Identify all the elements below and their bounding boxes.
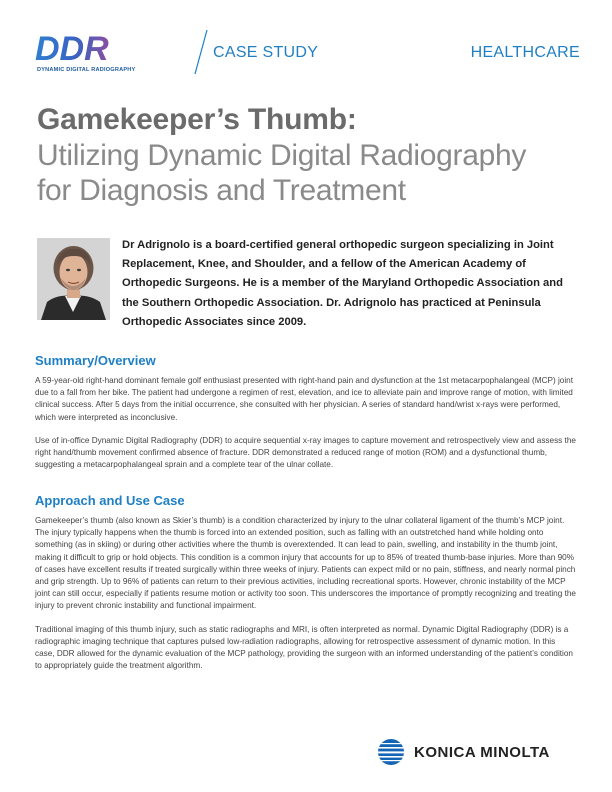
title-subline-1: Utilizing Dynamic Digital Radiography (37, 139, 527, 172)
case-study-label: CASE STUDY (213, 44, 319, 61)
header-divider (191, 28, 211, 76)
page-title (37, 102, 582, 208)
page-header (35, 28, 580, 78)
ddr-logo (35, 32, 150, 74)
summary-paragraph-2: Use of in-office Dynamic Digital Radiography (DDR) to acquire sequential x-ray images to capture movement and retrospectively view and assess the right hand/thumb movement confirmed absence of fracture. DDR demonstrated a reduced range of motion (ROM) and a dysfunctional thumb, suggesting a metacarpophalangeal sprain and a complete tear of the ulnar collate. (35, 435, 576, 470)
doctor-bio: Dr Adrignolo is a board-certified general orthopedic surgeon specializing in Joint Replacement, Knee, and Shoulder, and a fellow of the American Academy of Orthopedic Surgeons. He is a member of the Maryland Orthopedic Association and the Southern Orthopedic Association. Dr. Adrignolo has practiced at Peninsula Orthopedic Associates since 2009. (122, 239, 563, 328)
company-name: KONICA MINOLTA (414, 744, 550, 761)
approach-section (35, 493, 577, 683)
summary-section (35, 353, 577, 482)
konica-globe-icon (376, 738, 406, 766)
industry-label: HEALTHCARE (470, 44, 580, 61)
ddr-logo-icon (35, 32, 150, 66)
summary-paragraph-1: A 59-year-old right-hand dominant female golf enthusiast presented with right-hand pain and dysfunction at the 1st metacarpophalangeal (MCP) joint due to a fall from her bike. The patient had undergone a regimen of rest, elevation, and ice to alleviate pain and improve range of motion, with limited clinical success. After 5 days from the initial occurrence, she consulted with her physician. A series of standard hand/wrist x-rays were performed, which were interpreted as inconclusive. (35, 376, 573, 422)
title-subline-2: for Diagnosis and Treatment (37, 174, 406, 207)
approach-paragraph-1: Gamekeeper’s thumb (also known as Skier’s thumb) is a condition characterized by injury to the ulnar collateral ligament of the thumb’s MCP joint. The injury typically happens when the thumb is forced into an extended position, such as falling with an outstretched hand while holding onto something (as in skiing) or during other activities where the thumb is overextended. It can lead to pain, swelling, and instability in the thumb joint, making it difficult to grip or hold objects. This condition is a common injury that accounts for up to 85% of treated thumb-base injuries. More than 90% of cases have excellent results if treated surgically within three weeks of injury. Patients can expect mild or no pain, stiffness, and nearly normal pinch and grip strength. Up to 96% of patients can return to their previous activities, including recreational sports. However, chronic instability of the MCP joint can still occur, especially if patients resume motion or activity too soon. This underscores the importance of promptly recognizing and treating the injury to prevent chronic instability and functional impairment. (35, 516, 576, 611)
summary-heading: Summary/Overview (35, 353, 156, 368)
logo-text: DDR (35, 32, 109, 66)
approach-paragraph-2: Traditional imaging of this thumb injury, such as static radiographs and MRI, is often interpreted as normal. Dynamic Digital Radiography (DDR) is a radiographic imaging technique that captures pulsed low-radiation radiographs, allowing for retrospective assessment of dynamic motion. In this case, DDR allowed for the dynamic evaluation of the MCP pathology, providing the surgeon with an informed understanding of the patient’s condition to appropriately guide the treatment algorithm. (35, 624, 573, 671)
doctor-photo (37, 238, 110, 320)
title-main: Gamekeeper’s Thumb: (37, 103, 357, 136)
approach-heading: Approach and Use Case (35, 493, 185, 508)
logo-subtitle: DYNAMIC DIGITAL RADIOGRAPHY (37, 67, 136, 73)
doctor-portrait-icon (37, 238, 110, 320)
konica-minolta-logo (376, 738, 576, 766)
